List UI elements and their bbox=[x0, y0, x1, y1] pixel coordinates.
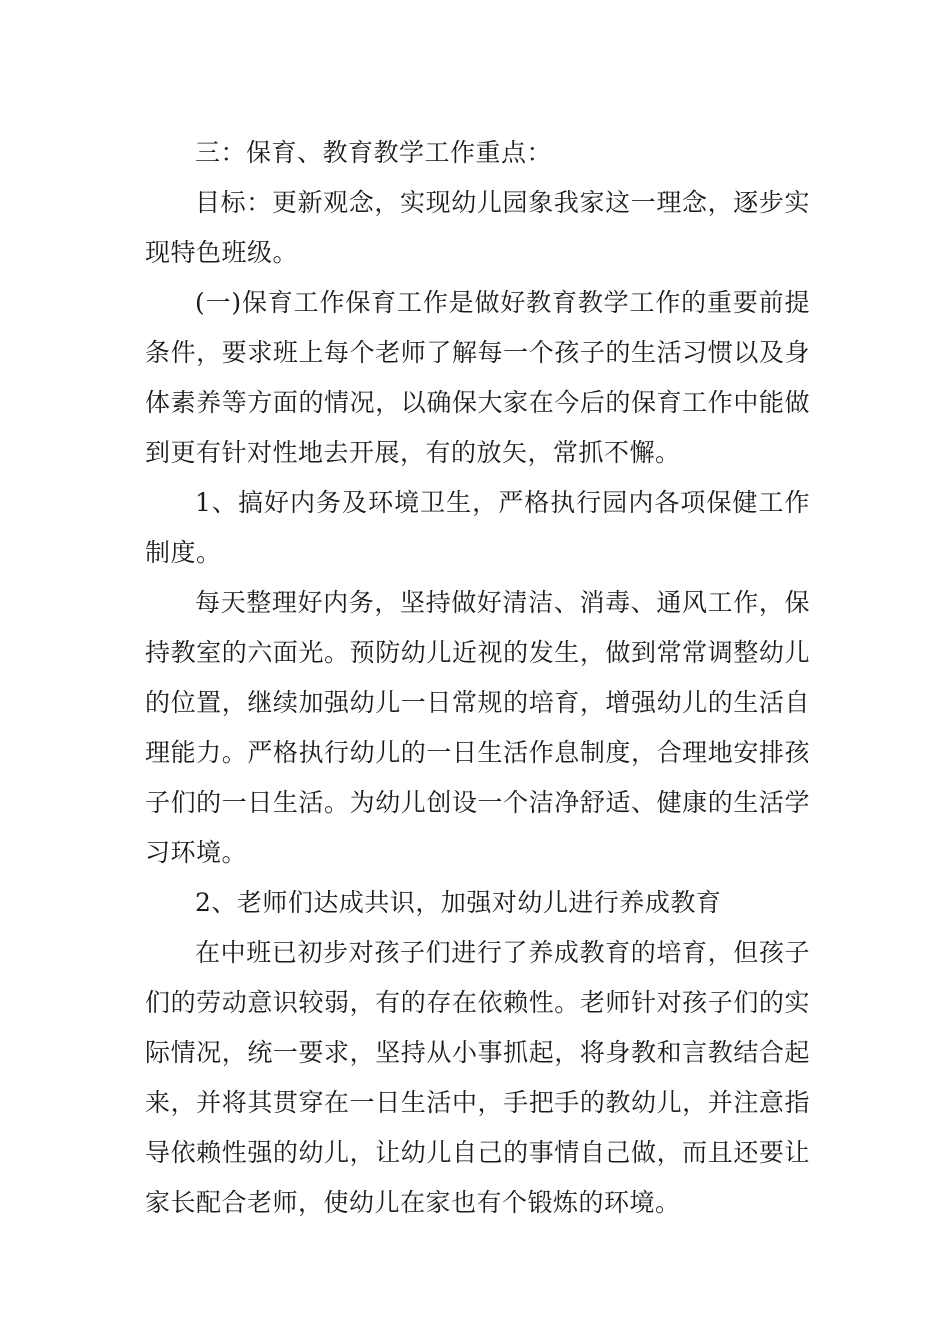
paragraph-goal: 目标：更新观念，实现幼儿园象我家这一理念，逐步实现特色班级。 bbox=[145, 188, 810, 267]
section-heading: 三：保育、教育教学工作重点： bbox=[195, 138, 553, 167]
item-1-heading: 1、搞好内务及环境卫生，严格执行园内各项保健工作制度。 bbox=[145, 488, 810, 567]
paragraph-daily-routine: 每天整理好内务，坚持做好清洁、消毒、通风工作，保持教室的六面光。预防幼儿近视的发生，做到常常调整幼儿的位置，继续加强幼儿一日常规的培育，增强幼儿的生活自理能力。严格执行幼儿的一日生活作息制度，合理地安排孩子们的一日生活。为幼儿创设一个洁净舒适、健康的生活学习环境。 bbox=[145, 588, 810, 867]
paragraph-care-work: (一)保育工作保育工作是做好教育教学工作的重要前提条件，要求班上每个老师了解每一个孩子的生活习惯以及身体素养等方面的情况，以确保大家在今后的保育工作中能做到更有针对性地去开展，有的放矢，常抓不懈。 bbox=[145, 288, 810, 467]
item-2-heading: 2、老师们达成共识，加强对幼儿进行养成教育 bbox=[195, 888, 722, 917]
paragraph-habit-education: 在中班已初步对孩子们进行了养成教育的培育，但孩子们的劳动意识较弱，有的存在依赖性。老师针对孩子们的实际情况，统一要求，坚持从小事抓起，将身教和言教结合起来，并将其贯穿在一日生活中，手把手的教幼儿，并注意指导依赖性强的幼儿，让幼儿自己的事情自己做，而且还要让家长配合老师，使幼儿在家也有个锻炼的环境。 bbox=[145, 938, 810, 1217]
document-body bbox=[145, 128, 810, 1228]
